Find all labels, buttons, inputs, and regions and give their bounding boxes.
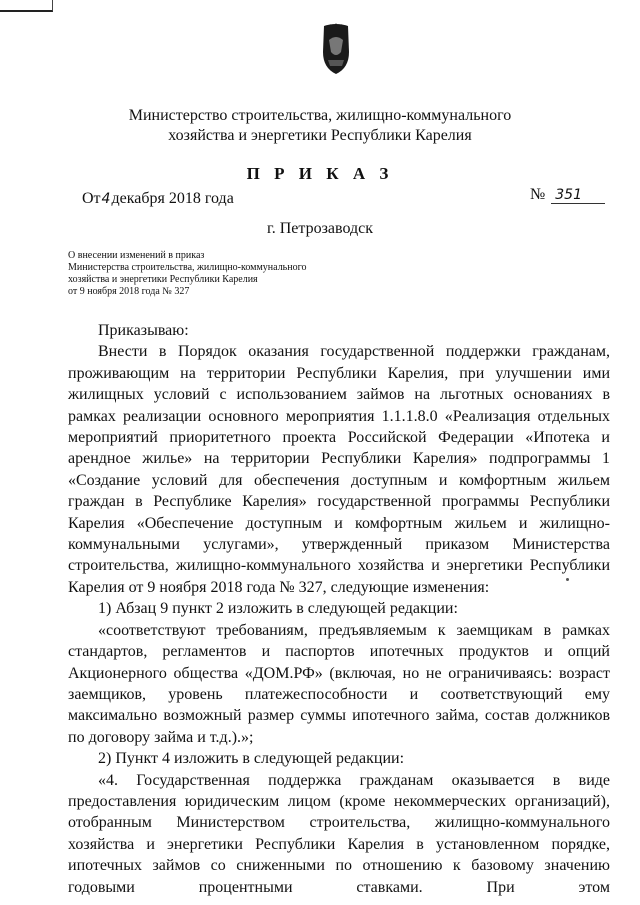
order-subject [68, 250, 368, 298]
date-day-handwritten: 4 [101, 191, 111, 207]
subject-line: Министерства строительства, жилищно-коммунального [68, 262, 307, 273]
paragraph-main: Внести в Порядок оказания государственной поддержки гражданам, проживающим на территории Республики Карелия, при улучшении ими жилищных условий с использованием займов на льготных основаниях в рамках реализации основного мероприятия 1.1.1.8.0 «Реализация отдельных мероприятий приоритетного проекта Российской Федерации «Ипотека и арендное жилье» на территории Республики Карелия» подпрограммы 1 «Создание условий для обеспечения доступным и комфортным жильем граждан в Республике Карелия» государственной программы Республики Карелия «Обеспечение доступным и комфортным жильем и жилищно-коммунальными услугами», утвержденный приказом Министерства строительства, жилищно-коммунального хозяйства и энергетики Республики Карелия от 9 ноября 2018 года № 327, следующие изменения: [68, 343, 610, 596]
subject-line: хозяйства и энергетики Республики Карелия [68, 274, 258, 285]
order-title: П Р И К А З [246, 164, 394, 183]
scan-speck [566, 578, 569, 581]
order-date [82, 190, 234, 208]
number-handwritten: 351 [551, 187, 605, 204]
ministry-name [0, 106, 640, 146]
date-prefix: От [82, 190, 101, 207]
city: г. Петрозаводск [266, 220, 374, 237]
ministry-line-1: Министерство строительства, жилищно-коммунального [128, 107, 512, 124]
date-suffix: декабря 2018 года [111, 190, 234, 207]
paragraph-item-1: 1) Абзац 9 пункт 2 изложить в следующей редакции: [98, 600, 458, 618]
paragraph-order-verb: Приказываю: [98, 322, 189, 339]
number-prefix: № [530, 186, 546, 203]
paragraph-item-2: 2) Пункт 4 изложить в следующей редакции: [98, 750, 405, 768]
subject-line: от 9 ноября 2018 года № 327 [68, 286, 190, 297]
paragraph-item-1-text: «соответствуют требованиям, предъявляемым к заемщикам в рамках стандартов, регламентов и паспортов ипотечных продуктов и опций Акционерного общества «ДОМ.РФ» (включая, но не ограничиваясь: возраст заемщиков, уровень платежеспособности и соответствующий ему максимально возможный размер суммы ипотечного займа, состав должников по договору займа и т.д.).»; [68, 621, 610, 746]
ministry-line-2: хозяйства и энергетики Республики Карелия [168, 127, 472, 144]
coat-of-arms-emblem [316, 22, 356, 76]
paragraph-item-2-text: «4. Государственная поддержка гражданам оказывается в виде предоставления юридическим лицом (кроме некоммерческих организаций), отобранным Министерством строительства, жилищно-коммунального хозяйства и энергетики Республики Карелия в установленном порядке, ипотечных займов со сниженными по отношению к базовому значению годовыми процентными ставками. При этом [68, 771, 610, 896]
scan-corner-mark [0, 0, 53, 12]
order-number [530, 186, 605, 204]
order-body [68, 320, 610, 898]
subject-line: О внесении изменений в приказ [68, 250, 205, 261]
